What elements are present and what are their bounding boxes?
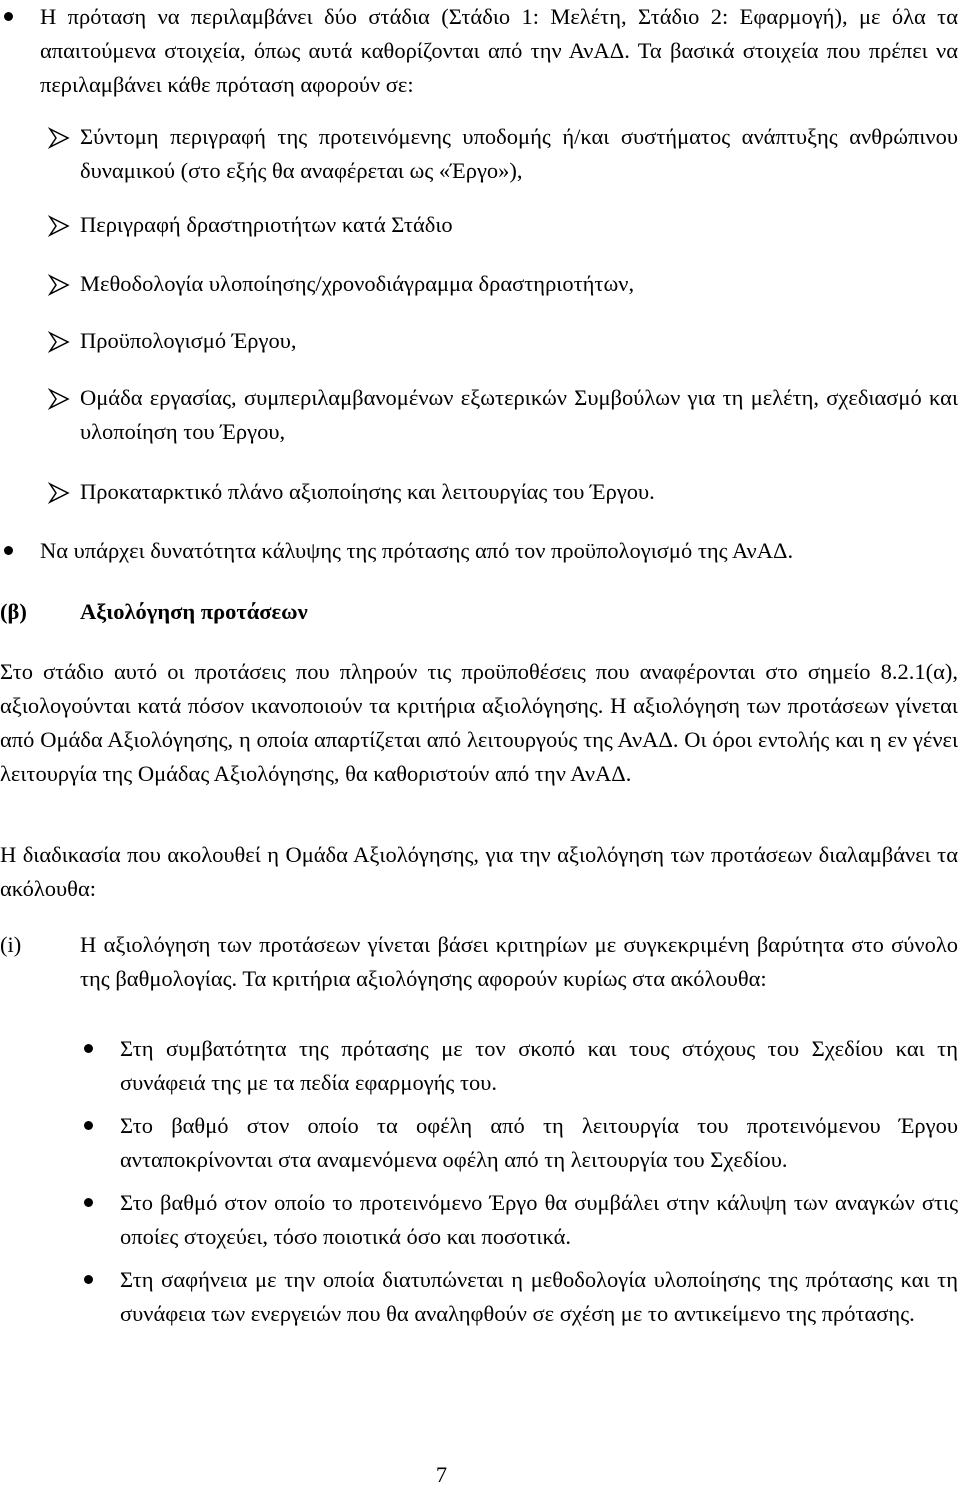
body-paragraph: Στο στάδιο αυτό οι προτάσεις που πληρούν τις προϋποθέσεις που αναφέρονται στο σημείο 8.2.1(α), αξιολογούνται κατά πόσον ικανοποιούν τα κριτήρια αξιολόγησης. Η αξιολόγηση των προτάσεων γίνεται από Ομάδα Αξιολόγησης, η οποία απαρτίζεται από λειτουργούς της ΑνΑΔ. Οι όροι εντολής και η εν γένει λειτουργία της Ομάδας Αξιολόγησης, θα καθοριστούν από την ΑνΑΔ. <box>0 659 958 786</box>
arrow-list-item: Σύντομη περιγραφή της προτεινόμενης υποδομής ή/και συστήματος ανάπτυξης ανθρώπινου δυναμικού (στο εξής θα αναφέρεται ως «Έργο»), <box>80 124 958 183</box>
section-title: Αξιολόγηση προτάσεων <box>80 599 308 624</box>
bullet-dot-icon <box>4 12 13 21</box>
arrow-list-item: Μεθοδολογία υλοποίησης/χρονοδιάγραμμα δραστηριοτήτων, <box>80 271 635 296</box>
section-label: (β) <box>0 599 27 624</box>
page-number: 7 <box>435 1462 448 1487</box>
arrow-bullet-icon <box>48 215 70 237</box>
arrow-bullet-icon <box>48 274 70 296</box>
criteria-item: Στο βαθμό στον οποίο το προτεινόμενο Έργο θα συμβάλει στην κάλυψη των αναγκών στις οποίες στοχεύει, τόσο ποιοτικά όσο και ποσοτικά. <box>120 1190 958 1249</box>
criteria-item: Στη σαφήνεια με την οποία διατυπώνεται η μεθοδολογία υλοποίησης της πρότασης και τη συνάφεια των ενεργειών που θα αναληφθούν σε σχέση με το αντικείμενο της πρότασης. <box>120 1267 958 1326</box>
item-paragraph: Η αξιολόγηση των προτάσεων γίνεται βάσει κριτηρίων με συγκεκριμένη βαρύτητα στο σύνολο της βαθμολογίας. Τα κριτήρια αξιολόγησης αφορούν κυρίως στα ακόλουθα: <box>80 932 958 991</box>
budget-paragraph: Να υπάρχει δυνατότητα κάλυψης της πρότασης από τον προϋπολογισμό της ΑνΑΔ. <box>40 538 794 563</box>
item-label: (i) <box>0 932 22 957</box>
arrow-list-item: Περιγραφή δραστηριοτήτων κατά Στάδιο <box>80 212 453 237</box>
bullet-dot-icon <box>84 1044 93 1053</box>
criteria-item: Στη συμβατότητα της πρότασης με τον σκοπό και τους στόχους του Σχεδίου και τη συνάφειά της με τα πεδία εφαρμογής του. <box>120 1036 958 1095</box>
bullet-dot-icon <box>84 1121 93 1130</box>
bullet-dot-icon <box>4 546 13 555</box>
bullet-dot-icon <box>84 1275 93 1284</box>
arrow-list-item: Προϋπολογισμό Έργου, <box>80 328 297 353</box>
arrow-bullet-icon <box>48 388 70 410</box>
criteria-item: Στο βαθμό στον οποίο τα οφέλη από τη λειτουργία του προτεινόμενου Έργου ανταποκρίνονται στα αναμενόμενα οφέλη από τη λειτουργία του Σχεδίου. <box>120 1113 958 1172</box>
arrow-bullet-icon <box>48 127 70 149</box>
intro-paragraph: Η πρόταση να περιλαμβάνει δύο στάδια (Στάδιο 1: Μελέτη, Στάδιο 2: Εφαρμογή), με όλα τα απαιτούμενα στοιχεία, όπως αυτά καθορίζονται από την ΑνΑΔ. Τα βασικά στοιχεία που πρέπει να περιλαμβάνει κάθε πρόταση αφορούν σε: <box>40 4 958 97</box>
arrow-bullet-icon <box>48 331 70 353</box>
arrow-bullet-icon <box>48 482 70 504</box>
bullet-dot-icon <box>84 1198 93 1207</box>
arrow-list-item: Προκαταρκτικό πλάνο αξιοποίησης και λειτουργίας του Έργου. <box>80 479 655 504</box>
body-paragraph: Η διαδικασία που ακολουθεί η Ομάδα Αξιολόγησης, για την αξιολόγηση των προτάσεων διαλαμβάνει τα ακόλουθα: <box>0 842 958 901</box>
arrow-list-item: Ομάδα εργασίας, συμπεριλαμβανομένων εξωτερικών Συμβούλων για τη μελέτη, σχεδιασμό και υλοποίηση του Έργου, <box>80 385 958 444</box>
